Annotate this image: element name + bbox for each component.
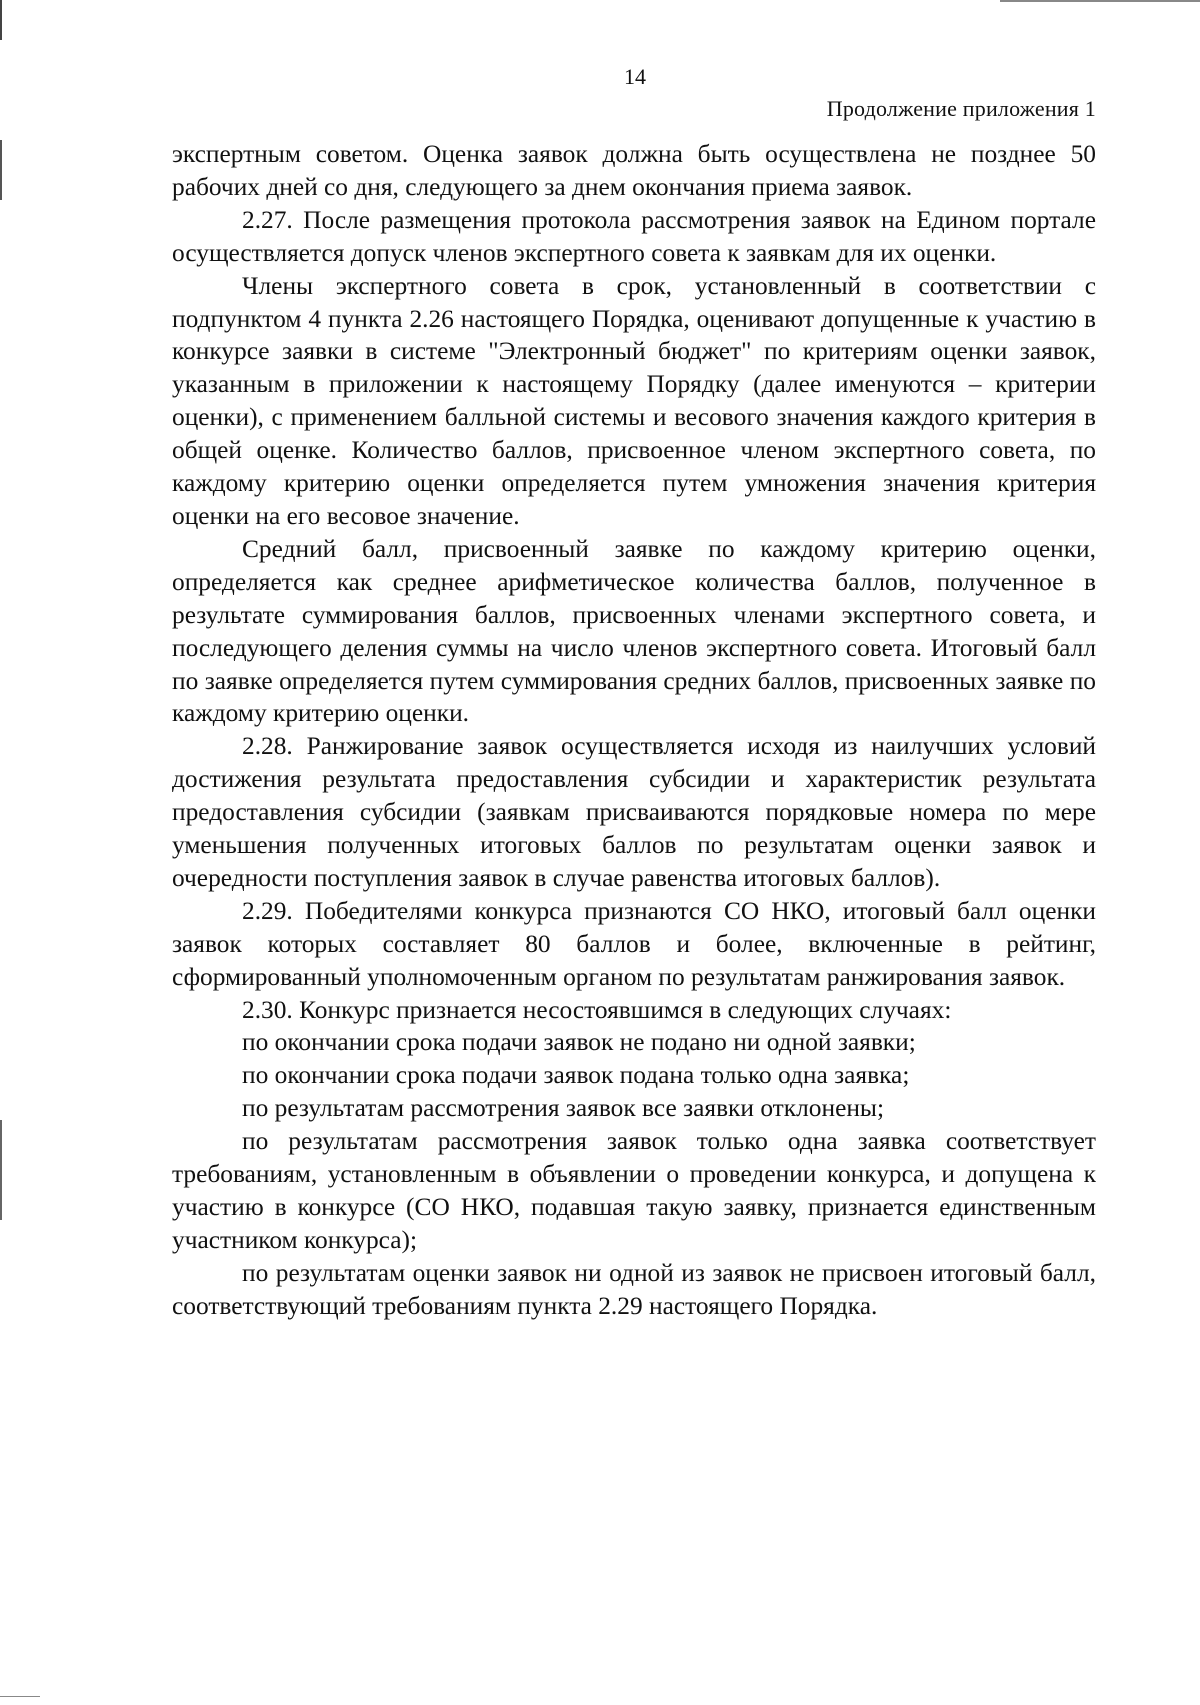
- paragraph: Члены экспертного совета в срок, установленный в соответствии с подпунктом 4 пункта 2.26 настоящего Порядка, оценивают допущенные к участию в конкурсе заявки в системе "Электронный бюджет" по критериям оценки заявок, указанным в приложении к настоящему Порядку (далее именуются – критерии оценки), с применением балльной системы и весового значения каждого критерия в общей оценке. Количество баллов, присвоенное членом экспертного совета, по каждому критерию оценки определяется путем умножения значения критерия оценки на его весовое значение.: [172, 271, 1096, 530]
- paragraph: по результатам рассмотрения заявок только одна заявка соответствует требованиям, установленным в объявлении о проведении конкурса, и допущена к участию в конкурсе (СО НКО, подавшая такую заявку, признается единственным участником конкурса);: [172, 1127, 1096, 1254]
- paragraph: 2.29. Победителями конкурса признаются СО НКО, итоговый балл оценки заявок которых составляет 80 баллов и более, включенные в рейтинг, сформированный уполномоченным органом по результатам ранжирования заявок.: [172, 896, 1096, 991]
- paragraph: по результатам оценки заявок ни одной из заявок не присвоен итоговый балл, соответствующий требованиям пункта 2.29 настоящего Порядка.: [172, 1258, 1096, 1320]
- paragraph: 2.27. После размещения протокола рассмотрения заявок на Едином портале осуществляется допуск членов экспертного совета к заявкам для их оценки.: [172, 205, 1096, 267]
- page-number: 14: [624, 64, 646, 89]
- paragraph: по окончании срока подачи заявок подана только одна заявка;: [242, 1061, 910, 1090]
- paragraph: 2.28. Ранжирование заявок осуществляется исходя из наилучших условий достижения результата предоставления субсидии и характеристик результата предоставления субсидии (заявкам присваиваются порядковые номера по мере уменьшения полученных итоговых баллов по результатам оценки заявок и очередности поступления заявок в случае равенства итоговых баллов).: [172, 732, 1096, 892]
- scan-edge-top: [1000, 0, 1200, 2]
- paragraph: 2.30. Конкурс признается несостоявшимся в следующих случаях:: [242, 995, 952, 1024]
- document-body: [172, 138, 1096, 1323]
- paragraph: экспертным советом. Оценка заявок должна быть осуществлена не позднее 50 рабочих дней со дня, следующего за днем окончания приема заявок.: [172, 140, 1096, 201]
- running-head: Продолжение приложения 1: [826, 96, 1096, 121]
- paragraph: Средний балл, присвоенный заявке по каждому критерию оценки, определяется как среднее арифметическое количества баллов, полученное в результате суммирования баллов, присвоенных членами экспертного совета, и последующего деления суммы на число членов экспертного совета. Итоговый балл по заявке определяется путем суммирования средних баллов, присвоенных заявке по каждому критерию оценки.: [172, 534, 1096, 728]
- scan-edge-left: [0, 0, 2, 1705]
- paragraph: по окончании срока подачи заявок не подано ни одной заявки;: [242, 1028, 916, 1057]
- scan-edge-bottom: [0, 1696, 40, 1697]
- paragraph: по результатам рассмотрения заявок все заявки отклонены;: [242, 1094, 885, 1123]
